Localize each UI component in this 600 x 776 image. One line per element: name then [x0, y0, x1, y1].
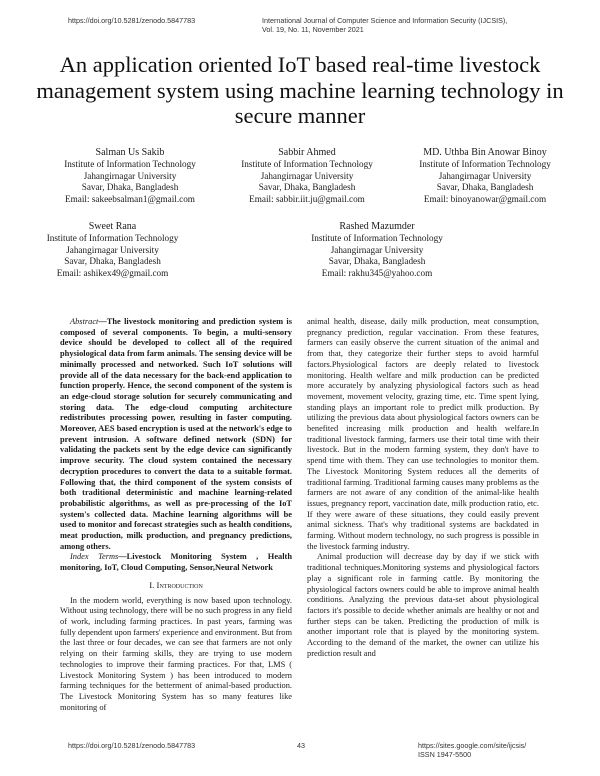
paper-title: An application oriented IoT based real-time livestock management system using machine learning technology in secure manner	[36, 52, 564, 128]
author-university: Jahangirnagar University	[330, 244, 424, 255]
page-number: 43	[297, 741, 305, 750]
author-block	[395, 147, 575, 205]
author-institute: Institute of Information Technology	[241, 159, 373, 170]
index-terms-label: Index Terms	[70, 552, 119, 562]
header-journal	[262, 16, 507, 34]
abstract	[60, 317, 292, 552]
author-name: Sweet Rana	[88, 221, 137, 232]
author-name: MD. Uthba Bin Anowar Binoy	[423, 147, 547, 158]
index-terms	[60, 552, 292, 573]
author-block	[292, 221, 462, 279]
author-address: Savar, Dhaka, Bangladesh	[436, 182, 534, 193]
author-email: Email: sabbir.iit.ju@gmail.com	[249, 193, 365, 204]
right-column	[307, 317, 539, 660]
author-address: Savar, Dhaka, Bangladesh	[328, 256, 426, 267]
author-institute: Institute of Information Technology	[419, 159, 551, 170]
author-institute: Institute of Information Technology	[46, 233, 179, 244]
header-journal-line1: International Journal of Computer Science and Information Security (IJCSIS),	[262, 16, 508, 25]
abstract-label: Abstract	[70, 317, 99, 326]
author-email: Email: sakeebsalman1@gmail.com	[65, 193, 195, 204]
footer-issn: ISSN 1947-5500	[418, 750, 472, 759]
author-address: Savar, Dhaka, Bangladesh	[64, 256, 161, 267]
left-column	[60, 317, 292, 713]
body-paragraph: animal health, disease, daily milk production, meat consumption, pregnancy prediction, regular vaccination. From these features, farmers can easily observe the current situation of the animal and from that, they categorize their further steps to avoid harmful factors.Physiological factors are deeply related to livestock monitoring. Health welfare and milk production can be predicted more accurately by analyzing physiological factors such as head movement, movement velocity, grazing time, etc. Time spent lying, standing plays an important role to predict milk production. By utilizing the previous data about physiological factors owners can be benefited increasing milk production and health welfare.In traditional livestock farming, farmers use their total time with their livestock. But in the modern farming system, they don't have to spend time with them. They can use technologies to monitor them. The Livestock Monitoring System reduces all the demerits of traditional farming. Traditional farming causes many problems as the farmers are not aware of any condition of the animal-like health issues, pregnancy report, vaccination date, milk production ratio, etc. If they were aware of these situations, they could easily prevent animal sickness. That's why traditional systems are backdated in farming. Without modern technology, no such progress is possible in the livestock farming industry.	[307, 317, 539, 551]
author-block	[222, 147, 392, 205]
author-address: Savar, Dhaka, Bangladesh	[258, 182, 356, 193]
footer-site	[418, 741, 526, 759]
abstract-text: —The livestock monitoring and prediction system is composed of several components. To begin, a multi-sensory device should be developed to collect all of the required physiological data from farm animals. The sensing device will be minimally processed and networked. Such IoT solutions will provide all of the data necessary for the back-end application to function properly. Hence, the second component of the system is an edge-cloud storage solution for securely communicating and storing data. The edge-cloud computing architecture redistributes processing power, resulting in faster computing. Moreover, AES based encryption is used at the network's edge to prevent intrusion. A software defined network (SDN) for validating the packets sent by the edge device can significantly improve security. The cloud system contained the necessary decryption procedures to convert the data to a suitable format. Following that, the third component of the system consists of both traditional deterministic and machine learning-related probabilistic algorithms, as well as pre-processing of the IoT system's collected data. Machine learning algorithms will be used to monitor and forecast strategies such as health conditions, meat production, milk production, and pregnancy predictions, among others.	[60, 317, 292, 551]
author-institute: Institute of Information Technology	[311, 233, 443, 244]
footer-doi: https://doi.org/10.5281/zenodo.5847783	[68, 741, 196, 750]
author-name: Rashed Mazumder	[339, 221, 415, 232]
author-university: Jahangirnagar University	[83, 170, 177, 181]
author-email: Email: binoyanowar@gmail.com	[423, 193, 547, 204]
author-email: Email: rakhu345@yahoo.com	[321, 267, 433, 278]
intro-paragraph: In the modern world, everything is now based upon technology. Without using technology, there will be no such progress in any field of work, including farming practices. In past years, farming was fully dependent upon farmers' experience and environment. But from the last three or four decades, we can see that farmers are not only relying on their farming skills, they are trying to use modern technologies to improve their farming practices. For that, LMS ( Livestock Monitoring System ) has been introduced to modern farming techniques for the betterment of animal-based production. The Livestock Monitoring System has so many features like monitoring of	[60, 595, 292, 712]
author-email: Email: ashikex49@gmail.com	[56, 267, 169, 278]
header-journal-line2: Vol. 19, No. 11, November 2021	[262, 25, 364, 34]
author-institute: Institute of Information Technology	[64, 159, 196, 170]
author-university: Jahangirnagar University	[260, 170, 354, 181]
header-doi: https://doi.org/10.5281/zenodo.5847783	[68, 16, 196, 25]
author-block	[40, 147, 220, 205]
author-block	[40, 221, 185, 279]
footer-url: https://sites.google.com/site/ijcsis/	[418, 741, 527, 750]
author-university: Jahangirnagar University	[66, 244, 159, 255]
author-name: Salman Us Sakib	[95, 147, 165, 158]
body-paragraph: Animal production will decrease day by day if we stick with traditional techniques.Monitoring systems and physiological factors play a significant role in farming cattle. By monitoring the physiological factors owners could be able to improve animal health conditions. Analyzing the previous data-set about physiological factors it's possible to decide whether animals are healthy or not and further steps can be taken. Predicting the production of milk is another important role that is played by the monitoring system. According to the demand of the market, the owner can utilize his prediction result and	[307, 552, 539, 658]
index-terms-text: —Livestock Monitoring System , Health monitoring, IoT, Cloud Computing, Sensor,Neural Network	[60, 552, 292, 573]
author-university: Jahangirnagar University	[438, 170, 532, 181]
section-heading: I. Introduction	[149, 579, 203, 590]
author-address: Savar, Dhaka, Bangladesh	[81, 182, 179, 193]
author-name: Sabbir Ahmed	[278, 147, 336, 158]
